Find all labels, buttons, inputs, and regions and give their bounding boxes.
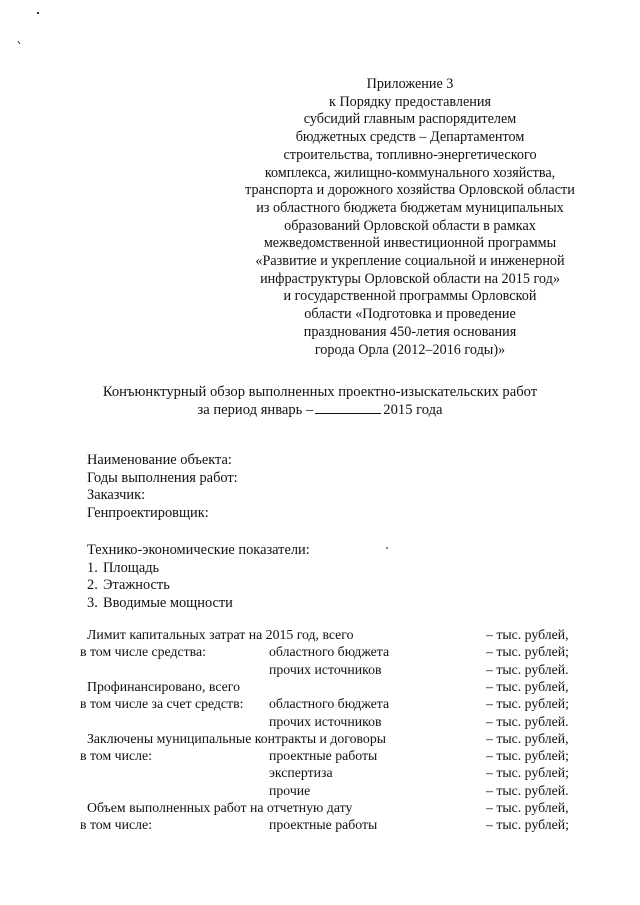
indicator-text: Этажность bbox=[103, 577, 170, 593]
financial-row-unit: – тыс. рублей; bbox=[486, 765, 570, 781]
financial-row-unit: – тыс. рублей, bbox=[486, 678, 569, 694]
report-title-line-2 bbox=[60, 401, 580, 419]
financial-row-unit: – тыс. рублей; bbox=[486, 748, 570, 764]
financial-row-source: проектные работы bbox=[269, 817, 378, 833]
financial-row-source: областного бюджета bbox=[269, 644, 390, 660]
financial-row bbox=[0, 695, 640, 713]
financial-row-unit: – тыс. рублей; bbox=[486, 696, 570, 712]
appendix-line: образований Орловской области в рамках bbox=[284, 217, 536, 234]
indicators-list bbox=[87, 560, 507, 613]
report-period-prefix: за период январь – bbox=[197, 402, 314, 418]
indicators-heading: Технико-экономические показатели: bbox=[87, 542, 310, 558]
financial-row-source: прочих источников bbox=[269, 661, 382, 677]
financial-row-label: Объем выполненных работ на отчетную дату bbox=[87, 800, 353, 815]
financial-row-source: прочие bbox=[269, 782, 311, 798]
technical-indicators bbox=[87, 542, 507, 612]
appendix-line: празднования 450-летия основания bbox=[303, 323, 517, 340]
appendix-line: из областного бюджета бюджетам муниципальных bbox=[256, 199, 564, 216]
financial-row bbox=[0, 816, 640, 834]
appendix-line: транспорта и дорожного хозяйства Орловской области bbox=[245, 182, 575, 199]
financial-row bbox=[0, 678, 640, 696]
scan-speck bbox=[37, 12, 39, 14]
indicator-item bbox=[87, 577, 507, 595]
report-period-suffix: 2015 года bbox=[383, 402, 443, 418]
financial-row-label: в том числе за счет средств: bbox=[80, 696, 244, 712]
financial-row-unit: – тыс. рублей, bbox=[486, 730, 569, 746]
financial-row bbox=[0, 626, 640, 644]
financial-row-source: проектные работы bbox=[269, 748, 378, 764]
financial-row-unit: – тыс. рублей; bbox=[486, 644, 570, 660]
financial-row bbox=[0, 730, 640, 748]
appendix-header bbox=[220, 76, 600, 359]
financial-row bbox=[0, 764, 640, 782]
financial-row-source: экспертиза bbox=[269, 765, 333, 781]
indicator-number: 2. bbox=[87, 577, 98, 593]
financial-row bbox=[0, 661, 640, 679]
appendix-line: «Развитие и укрепление социальной и инженерной bbox=[255, 253, 565, 270]
indicator-number: 3. bbox=[87, 594, 98, 611]
financial-row-unit: – тыс. рублей. bbox=[486, 661, 569, 677]
report-title bbox=[60, 383, 580, 419]
appendix-line: межведомственной инвестиционной программы bbox=[263, 235, 557, 252]
financial-row-source: прочих источников bbox=[269, 713, 382, 729]
financial-row bbox=[0, 747, 640, 765]
object-info-block bbox=[87, 452, 507, 522]
report-period-blank bbox=[315, 401, 381, 414]
financial-row-label: Заключены муниципальные контракты и договоры bbox=[87, 730, 386, 746]
report-title-line-1: Конъюнктурный обзор выполненных проектно-изыскательских работ bbox=[102, 384, 538, 400]
financial-row-label: Профинансировано, всего bbox=[87, 678, 240, 694]
indicator-text: Площадь bbox=[103, 559, 160, 576]
scan-speck bbox=[18, 41, 20, 44]
financial-row-unit: – тыс. рублей. bbox=[486, 782, 569, 798]
financial-row-unit: – тыс. рублей; bbox=[486, 817, 570, 833]
indicator-item bbox=[87, 560, 507, 578]
indicator-item bbox=[87, 595, 507, 613]
object-info-line: Годы выполнения работ: bbox=[87, 469, 238, 486]
appendix-line: комплекса, жилищно-коммунального хозяйства, bbox=[264, 164, 556, 181]
financial-row bbox=[0, 643, 640, 661]
financial-row-unit: – тыс. рублей. bbox=[486, 713, 569, 729]
appendix-line: Приложение 3 bbox=[366, 76, 454, 92]
appendix-line: города Орла (2012–2016 годы)» bbox=[314, 341, 506, 358]
object-info-line: Наименование объекта: bbox=[87, 452, 232, 468]
appendix-line: к Порядку предоставления bbox=[329, 93, 491, 110]
financial-row-unit: – тыс. рублей, bbox=[486, 627, 569, 642]
financial-row bbox=[0, 713, 640, 731]
object-info-line: Генпроектировщик: bbox=[87, 504, 209, 521]
appendix-line: и государственной программы Орловской bbox=[283, 288, 537, 305]
indicator-text: Вводимые мощности bbox=[103, 594, 233, 611]
object-info-line: Заказчик: bbox=[87, 487, 146, 503]
appendix-line: бюджетных средств – Департаментом bbox=[295, 129, 525, 146]
indicator-number: 1. bbox=[87, 559, 98, 576]
financial-row-unit: – тыс. рублей, bbox=[486, 800, 569, 815]
financial-row bbox=[0, 799, 640, 817]
appendix-line: строительства, топливно-энергетического bbox=[283, 146, 537, 163]
financial-row-label: в том числе: bbox=[80, 748, 152, 764]
appendix-line: области «Подготовка и проведение bbox=[304, 306, 516, 323]
financial-row-label: Лимит капитальных затрат на 2015 год, всего bbox=[87, 627, 354, 642]
financial-row-label: в том числе средства: bbox=[80, 644, 206, 660]
financial-row bbox=[0, 782, 640, 800]
financial-row-source: областного бюджета bbox=[269, 696, 390, 712]
appendix-line: субсидий главным распорядителем bbox=[303, 111, 517, 128]
appendix-line: инфраструктуры Орловской области на 2015 год» bbox=[260, 270, 560, 287]
financial-row-label: в том числе: bbox=[80, 817, 152, 833]
